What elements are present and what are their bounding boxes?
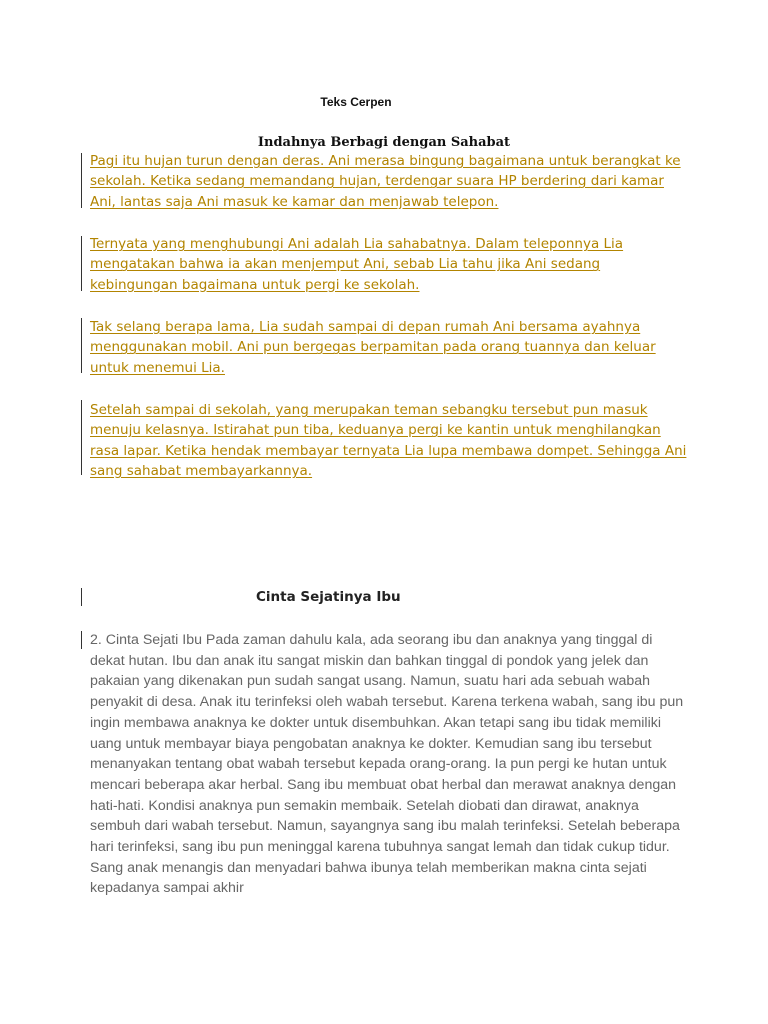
story1-paragraph-3: Tak selang berapa lama, Lia sudah sampai di depan rumah Ani bersama ayahnya menggunakan mobil. Ani pun bergegas berpamitan pada orang tuannya dan keluar untuk menemui Lia.	[90, 319, 656, 376]
change-bar	[81, 631, 82, 649]
story1-paragraph-1: Pagi itu hujan turun dengan deras. Ani merasa bingung bagaimana untuk berangkat ke sekolah. Ketika sedang memandang hujan, terdengar suara HP berdering dari kamar Ani, lantas saja Ani masuk ke kamar dan menjawab telepon.	[90, 153, 681, 210]
change-bar	[81, 153, 82, 208]
document-heading: Teks Cerpen	[320, 95, 392, 109]
change-bar	[81, 318, 82, 373]
story-title-indahnya-berbagi: Indahnya Berbagi dengan Sahabat	[257, 135, 511, 150]
change-bar	[81, 588, 82, 606]
story2-body: 2. Cinta Sejati Ibu Pada zaman dahulu kala, ada seorang ibu dan anaknya yang tinggal di dekat hutan. Ibu dan anak itu sangat miskin dan bahkan tinggal di pondok yang jelek dan pakaian yang dikenakan pun sudah sangat usang. Namun, suatu hari ada sebuah wabah penyakit di desa. Anak itu terinfeksi oleh wabah tersebut. Karena terkena wabah, sang ibu pun ingin membawa anaknya ke dokter untuk disembuhkan. Akan tetapi sang ibu tidak memiliki uang untuk membayar biaya pengobatan anaknya ke dokter. Kemudian sang ibu tersebut menanyakan tentang obat wabah tersebut kepada orang-orang. Ia pun pergi ke hutan untuk mencari beberapa akar herbal. Sang ibu membuat obat herbal dan merawat anaknya dengan hati-hati. Kondisi anaknya pun semakin membaik. Setelah diobati dan dirawat, anaknya sembuh dari wabah tersebut. Namun, sayangnya sang ibu malah terinfeksi. Setelah beberapa hari terinfeksi, sang ibu pun meninggal karena tubuhnya sangat lemah dan tidak cukup tidur. Sang anak menangis dan menyadari bahwa ibunya telah memberikan makna cinta sejati kepadanya sampai akhir	[90, 632, 684, 897]
change-bar	[81, 400, 82, 475]
story-title-cinta-sejatinya-ibu: Cinta Sejatinya Ibu	[256, 589, 401, 605]
change-bar	[81, 236, 82, 291]
story1-paragraph-4: Setelah sampai di sekolah, yang merupakan teman sebangku tersebut pun masuk menuju kelasnya. Istirahat pun tiba, keduanya pergi ke kantin untuk menghilangkan rasa lapar. Ketika hendak membayar ternyata Lia lupa membawa dompet. Sehingga Ani sang sahabat membayarkannya.	[90, 402, 687, 479]
story1-paragraph-2: Ternyata yang menghubungi Ani adalah Lia sahabatnya. Dalam teleponnya Lia mengatakan bahwa ia akan menjemput Ani, sebab Lia tahu jika Ani sedang kebingungan bagaimana untuk pergi ke sekolah.	[90, 236, 624, 293]
